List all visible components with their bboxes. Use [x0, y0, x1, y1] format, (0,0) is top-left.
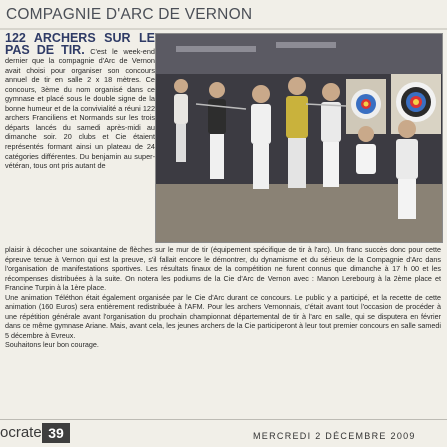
article — [2, 33, 445, 413]
lead-text: C'est le week-end dernier que la compagnie d'Arc de Vernon avait choisi pour organiser son concours annuel de tir en salle 2 x 18 mètres. Ce concours, 3ème du nom organisé dans ce gymnase et placé sous le double signe de la bonne humeur et de la convivialité a réuni 122 archers Franciliens et Normands sur les trois départs lancés du samedi après-midi au dimanche soir. 20 clubs et Cie étaient représentés formant ainsi un plateau de 24 catégories différentes. Du benjamin au super-vétéran, tous ont pris autant de — [5, 46, 155, 171]
issue-date: MERCREDI 2 DÉCEMBRE 2009 — [253, 431, 416, 441]
body-paragraph: Souhaitons leur bon courage. — [5, 340, 99, 349]
body-paragraph: Une animation Téléthon était également organisée par le Cie d'Arc durant ce concours. Le public y a participé, et la recette de cette animation (160 Euros) sera entièrement redistribuée à l'AFM. Pour les archers Vernonnais, c'était avant tout l'occasion de procéder à une répétition générale avant l'organisation du prochain championnat départemental de tir à l'arc en salle, qui se disputera en février dans ce même gymnase Ariane. Mais, avant cela, les jeunes archers de la Cie participeront à leur tout premier concours en salle samedi 5 décembre à Evreux. — [5, 292, 441, 340]
page-header — [0, 0, 447, 30]
header-divider — [0, 28, 447, 30]
archers-photo-illustration — [156, 34, 442, 242]
article-headline: 122 ARCHERS SUR LE PAS DE TIR. — [5, 31, 155, 57]
publication-name: ocrate — [0, 424, 42, 441]
article-body — [5, 245, 441, 350]
body-paragraph: plaisir à décocher une soixantaine de flèches sur le mur de tir (équipement spécifique de tir à l'arc). Un franc succès donc pour cette épreuve tenue à Vernon qui est la preuve, s'il fallait encore le démontrer, du dynamisme et du sérieux de la Compagnie d'Arc dans l'organisation de manifestations sportives. Les résultats finaux de la compétition ne furent connus que dimanche à 17 h 00 et les récompenses distribuées à la suite. On notera les podiums de la Cie d'Arc de Vernon avec : Manon Lerebourg à la 2ème place et Francine Turpin à la 1ère place. — [5, 245, 441, 292]
page-footer — [0, 420, 447, 447]
section-title: COMPAGNIE D'ARC DE VERNON — [6, 6, 253, 23]
article-photo — [155, 33, 443, 243]
page-number: 39 — [42, 423, 70, 443]
article-lead — [5, 33, 155, 171]
